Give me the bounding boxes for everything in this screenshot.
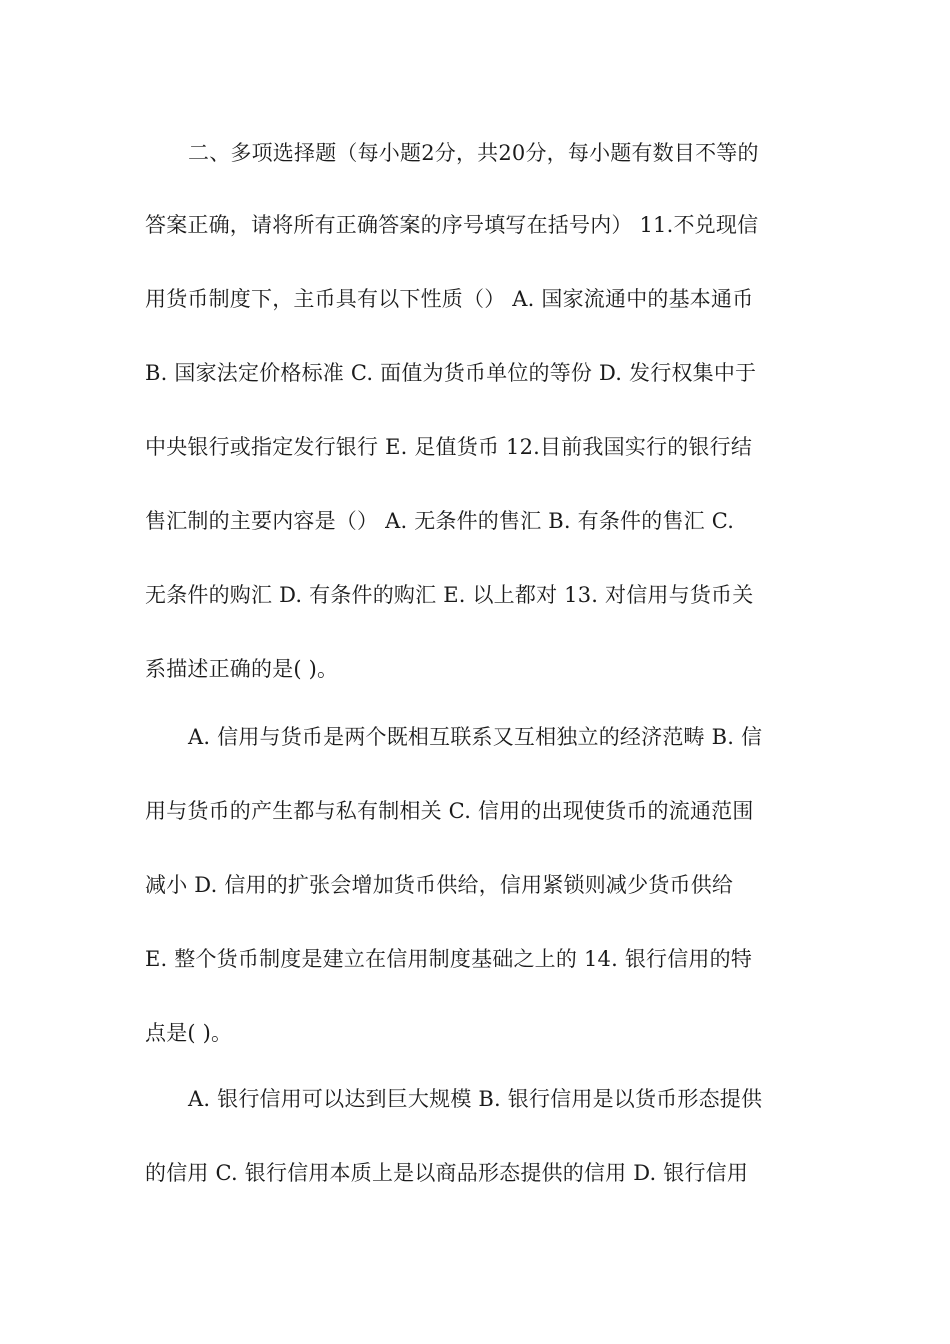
text-line: 系描述正确的是( )。: [145, 657, 339, 681]
text-line: 用货币制度下，主币具有以下性质（） A. 国家流通中的基本通币: [145, 287, 754, 311]
text-line: A. 信用与货币是两个既相互联系又互相独立的经济范畴 B. 信: [188, 725, 763, 749]
text-line: B. 国家法定价格标准 C. 面值为货币单位的等份 D. 发行权集中于: [145, 361, 757, 385]
text-line: 中央银行或指定发行银行 E. 足值货币 12.目前我国实行的银行结: [145, 435, 753, 459]
text-line: 售汇制的主要内容是（） A. 无条件的售汇 B. 有条件的售汇 C.: [145, 509, 735, 533]
text-line: E. 整个货币制度是建立在信用制度基础之上的 14. 银行信用的特: [145, 947, 753, 971]
text-line: 减小 D. 信用的扩张会增加货币供给，信用紧锁则减少货币供给: [145, 873, 734, 897]
text-line: 二、多项选择题（每小题2分，共20分，每小题有数目不等的: [188, 141, 759, 165]
text-line: 答案正确，请将所有正确答案的序号填写在括号内） 11.不兑现信: [145, 213, 759, 237]
text-line: 的信用 C. 银行信用本质上是以商品形态提供的信用 D. 银行信用: [145, 1161, 749, 1185]
text-line: 无条件的购汇 D. 有条件的购汇 E. 以上都对 13. 对信用与货币关: [145, 583, 754, 607]
text-line: A. 银行信用可以达到巨大规模 B. 银行信用是以货币形态提供: [188, 1087, 763, 1111]
text-line: 用与货币的产生都与私有制相关 C. 信用的出现使货币的流通范围: [145, 799, 754, 823]
text-line: 点是( )。: [145, 1021, 233, 1045]
